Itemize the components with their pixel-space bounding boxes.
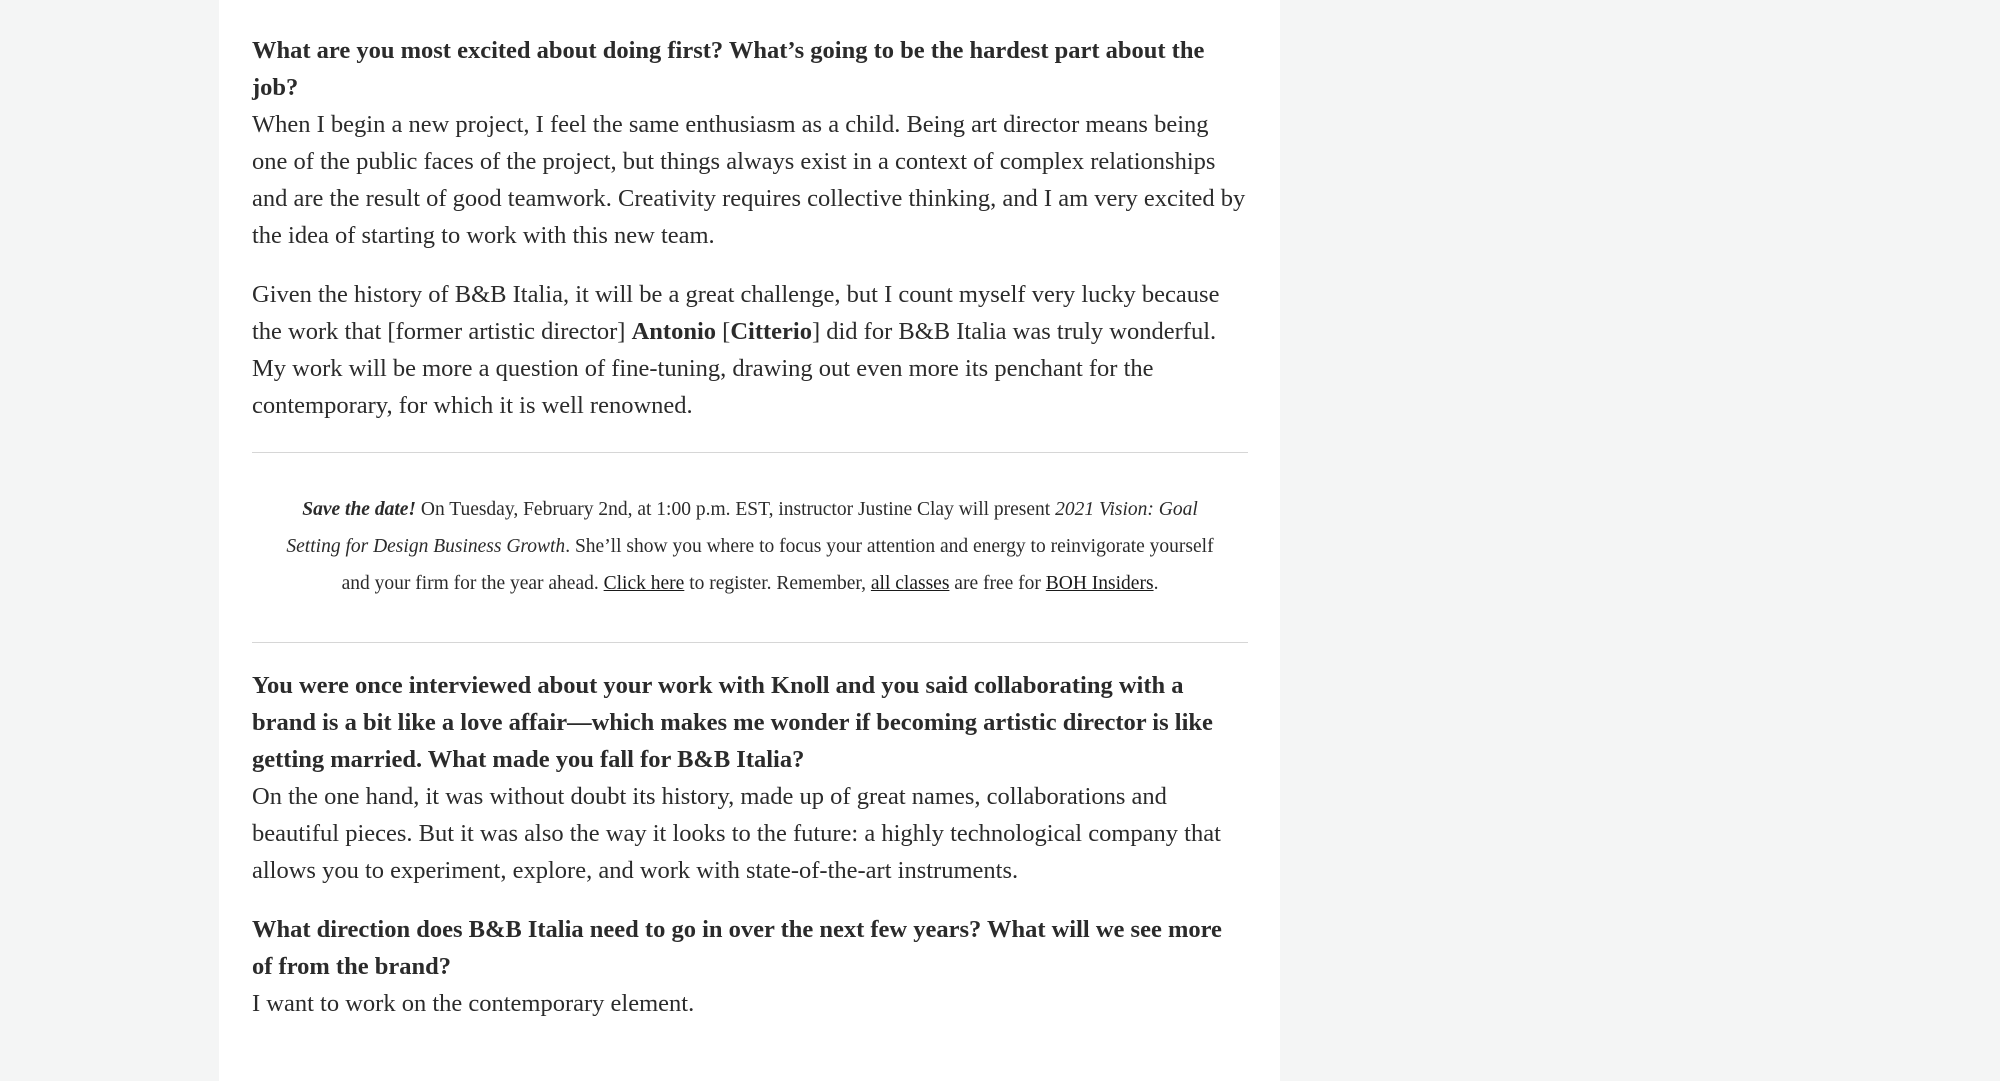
answer-text: [ [716, 318, 731, 345]
interview-question-2: You were once interviewed about your work with Knoll and you said collaborating with a brand is a bit like a love affair—which makes me wonder if becoming artistic director is like getting married. What made you fall for B&B Italia? [252, 672, 1213, 773]
promo-text: to register. Remember, [684, 573, 871, 594]
promo-text: . [1153, 573, 1159, 594]
divider-top [252, 452, 1248, 453]
name-antonio: Antonio [631, 318, 717, 345]
course-title: 2021 Vision: Goal Setting for Design Business Growth [286, 499, 1198, 557]
article-page [219, 0, 1280, 1081]
register-link[interactable]: Click here [603, 573, 685, 594]
interview-answer-2 [252, 276, 1248, 424]
promo-lead: Save the date! [302, 499, 416, 520]
interview-answer-4: I want to work on the contemporary element. [252, 990, 695, 1017]
interview-answer-3: On the one hand, it was without doubt its history, made up of great names, collaborations and beautiful pieces. But it was also the way it looks to the future: a highly technological company that allows you to experiment, explore, and work with state-of-the-art instruments. [252, 783, 1221, 884]
interview-question-1: What are you most excited about doing first? What’s going to be the hardest part about the job? [252, 37, 1205, 101]
interview-question-3: What direction does B&B Italia need to go in over the next few years? What will we see more of from the brand? [252, 916, 1222, 980]
promo-text: On Tuesday, February 2nd, at 1:00 p.m. EST, instructor Justine Clay will present [415, 499, 1056, 520]
boh-insiders-link[interactable]: BOH Insiders [1045, 573, 1154, 594]
divider-bottom [252, 642, 1248, 643]
answer-text: Given the history of B&B Italia, it will be a great challenge, but I count myself very lucky because the work that [former artistic director] [252, 281, 1220, 345]
all-classes-link[interactable]: all classes [870, 573, 950, 594]
promo-text: are free for [949, 573, 1046, 594]
article-body [252, 32, 1248, 1044]
save-the-date-promo [282, 491, 1218, 602]
answer-text: ] did for B&B Italia was truly wonderful. My work will be more a question of fine-tuning, drawing out even more its penchant for the contemporary, for which it is well renowned. [252, 318, 1217, 419]
name-citterio: Citterio [730, 318, 812, 345]
promo-text: . She’ll show you where to focus your attention and energy to reinvigorate yourself and your firm for the year ahead. [341, 536, 1214, 594]
interview-answer-1: When I begin a new project, I feel the same enthusiasm as a child. Being art director means being one of the public faces of the project, but things always exist in a context of complex relationships and are the result of good teamwork. Creativity requires collective thinking, and I am very excited by the idea of starting to work with this new team. [252, 111, 1246, 249]
